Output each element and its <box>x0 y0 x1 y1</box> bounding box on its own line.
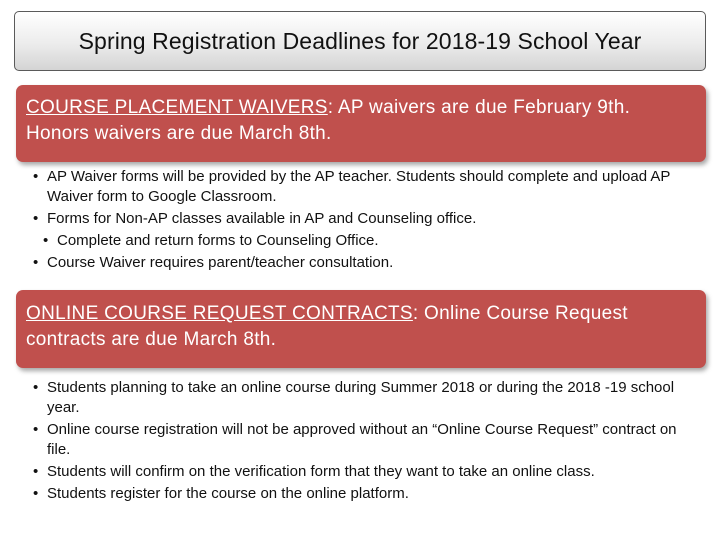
list-item-text: Course Waiver requires parent/teacher consultation. <box>47 254 394 271</box>
bullet-dot: • <box>33 254 39 271</box>
list-item <box>30 420 702 460</box>
list-item-text: Students register for the course on the online platform. <box>47 485 409 502</box>
section-header-text <box>26 95 696 147</box>
list-item <box>30 253 702 273</box>
bullet-dot: • <box>33 463 39 480</box>
list-item <box>30 167 702 207</box>
section-rest: : AP waivers are due February 9th. Honors waivers are due March 8th. <box>26 97 631 144</box>
section-rest: : Online Course Request contracts are due March 8th. <box>26 303 628 350</box>
list-item-text: Forms for Non-AP classes available in AP and Counseling office. <box>47 210 477 227</box>
list-item <box>30 484 702 504</box>
list-item-text: Students will confirm on the verification form that they want to take an online class. <box>47 463 595 480</box>
list-item-text: Complete and return forms to Counseling Office. <box>57 232 379 249</box>
section-header-text <box>26 301 696 353</box>
section-header-online-course-request-contracts <box>16 290 706 368</box>
list-item <box>30 378 702 418</box>
bullet-dot: • <box>33 210 39 227</box>
list-item <box>30 231 702 251</box>
list-item <box>30 209 702 229</box>
bullet-dot: • <box>43 232 49 249</box>
bullet-dot: • <box>33 485 39 502</box>
section-lead: COURSE PLACEMENT WAIVERS <box>26 97 328 118</box>
list-item-text: AP Waiver forms will be provided by the AP teacher. Students should complete and upload AP Waiver form to Google Classroom. <box>47 168 671 205</box>
section-lead: ONLINE COURSE REQUEST CONTRACTS <box>26 303 413 324</box>
bullet-list-online-courses <box>30 378 702 506</box>
list-item <box>30 462 702 482</box>
page-title: Spring Registration Deadlines for 2018-19 School Year <box>78 27 642 54</box>
list-item-text: Students planning to take an online course during Summer 2018 or during the 2018 -19 school year. <box>47 379 675 416</box>
list-item-text: Online course registration will not be approved without an “Online Course Request” contract on file. <box>47 421 677 458</box>
title-box <box>14 11 706 71</box>
section-header-course-placement-waivers <box>16 85 706 162</box>
bullet-list-waivers <box>30 167 702 275</box>
bullet-dot: • <box>33 421 39 438</box>
bullet-dot: • <box>33 379 39 396</box>
bullet-dot: • <box>33 168 39 185</box>
